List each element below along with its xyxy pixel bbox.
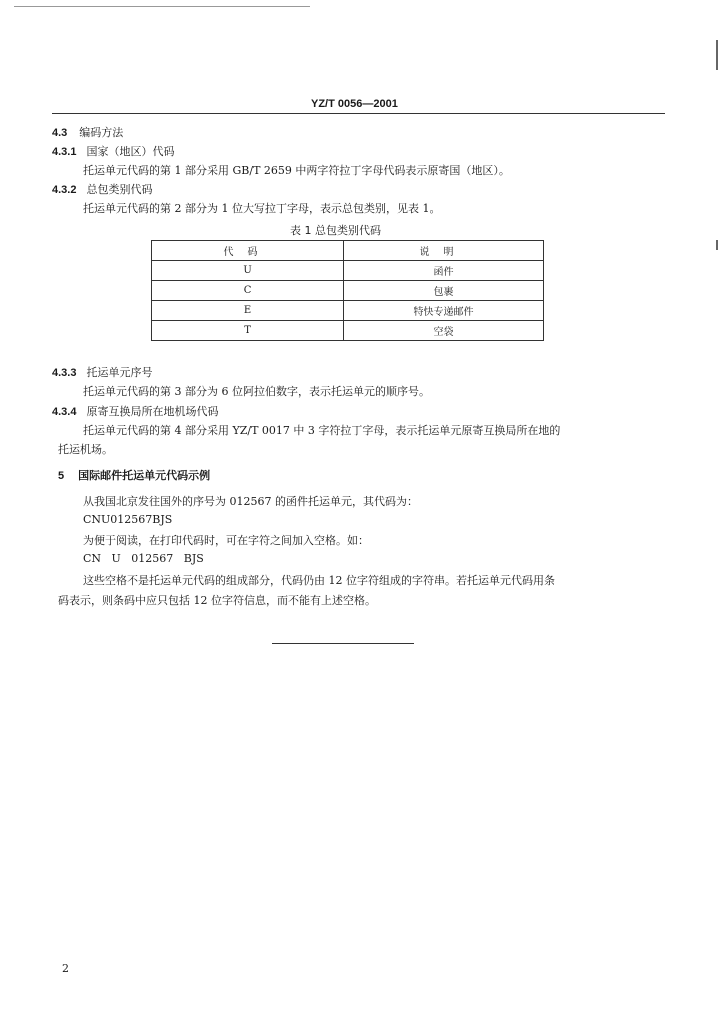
header-rule bbox=[52, 113, 665, 114]
table-header-row bbox=[152, 241, 544, 261]
section-title: 托运单元序号 bbox=[86, 366, 153, 379]
section-5-spaced-code: CN U 012567 BJS bbox=[83, 552, 204, 565]
section-5-line6: 码表示，则条码中应只包括 12 位字符信息，而不能有上述空格。 bbox=[58, 594, 376, 607]
section-number: 5 bbox=[58, 470, 65, 482]
section-4-3-4-heading bbox=[52, 403, 218, 419]
description-cell: 特快专递邮件 bbox=[344, 301, 544, 321]
code-cell: T bbox=[152, 321, 344, 341]
section-title: 原寄互换局所在地机场代码 bbox=[86, 405, 219, 418]
table-caption: 表 1 总包类别代码 bbox=[290, 224, 381, 237]
standard-code-header: YZ/T 0056—2001 bbox=[311, 98, 398, 110]
page-number: 2 bbox=[62, 962, 69, 975]
scan-edge-mark bbox=[716, 240, 718, 250]
section-5-line3: 为便于阅读，在打印代码时，可在字符之间加入空格。如： bbox=[83, 534, 369, 547]
end-rule bbox=[272, 643, 414, 644]
section-5-heading bbox=[58, 467, 210, 483]
section-number: 4.3.1 bbox=[52, 146, 77, 158]
table-row bbox=[152, 321, 544, 341]
section-4-3-3-body: 托运单元代码的第 3 部分为 6 位阿拉伯数字，表示托运单元的顺序号。 bbox=[83, 385, 430, 398]
section-5-code-example: CNU012567BJS bbox=[83, 513, 173, 526]
section-title: 国家（地区）代码 bbox=[86, 145, 175, 158]
table-row bbox=[152, 301, 544, 321]
section-5-line5: 这些空格不是托运单元代码的组成部分，代码仍由 12 位字符组成的字符串。若托运单元代码用条 bbox=[83, 574, 555, 587]
section-4-3-4-body-line1: 托运单元代码的第 4 部分采用 YZ/T 0017 中 3 字符拉丁字母，表示托运单元原寄互换局所在地的 bbox=[83, 424, 561, 437]
section-number: 4.3 bbox=[52, 127, 68, 139]
column-header-code: 代码 bbox=[152, 241, 344, 261]
category-code-table bbox=[151, 240, 544, 341]
section-4-3-1-body: 托运单元代码的第 1 部分采用 GB/T 2659 中两字符拉丁字母代码表示原寄国（地区）。 bbox=[83, 164, 510, 177]
section-4-3-2-body: 托运单元代码的第 2 部分为 1 位大写拉丁字母，表示总包类别，见表 1。 bbox=[83, 202, 441, 215]
scan-edge-mark bbox=[716, 40, 718, 70]
description-cell: 空袋 bbox=[344, 321, 544, 341]
section-title: 国际邮件托运单元代码示例 bbox=[78, 469, 211, 482]
section-4-3-3-heading bbox=[52, 364, 152, 380]
description-cell: 包裹 bbox=[344, 281, 544, 301]
section-number: 4.3.4 bbox=[52, 406, 77, 418]
column-header-description: 说明 bbox=[344, 241, 544, 261]
table-row bbox=[152, 261, 544, 281]
top-scan-line bbox=[14, 6, 310, 7]
section-4-3-1-heading bbox=[52, 143, 174, 159]
section-4-3-4-body-line2: 托运机场。 bbox=[58, 443, 113, 456]
code-cell: U bbox=[152, 261, 344, 281]
section-4-3-heading bbox=[52, 124, 123, 140]
table-row bbox=[152, 281, 544, 301]
description-cell: 函件 bbox=[344, 261, 544, 281]
section-title: 编码方法 bbox=[79, 126, 124, 139]
section-5-line1: 从我国北京发往国外的序号为 012567 的函件托运单元，其代码为： bbox=[83, 495, 418, 508]
code-cell: E bbox=[152, 301, 344, 321]
code-cell: C bbox=[152, 281, 344, 301]
section-title: 总包类别代码 bbox=[86, 183, 153, 196]
section-4-3-2-heading bbox=[52, 181, 152, 197]
section-number: 4.3.3 bbox=[52, 367, 77, 379]
section-number: 4.3.2 bbox=[52, 184, 77, 196]
